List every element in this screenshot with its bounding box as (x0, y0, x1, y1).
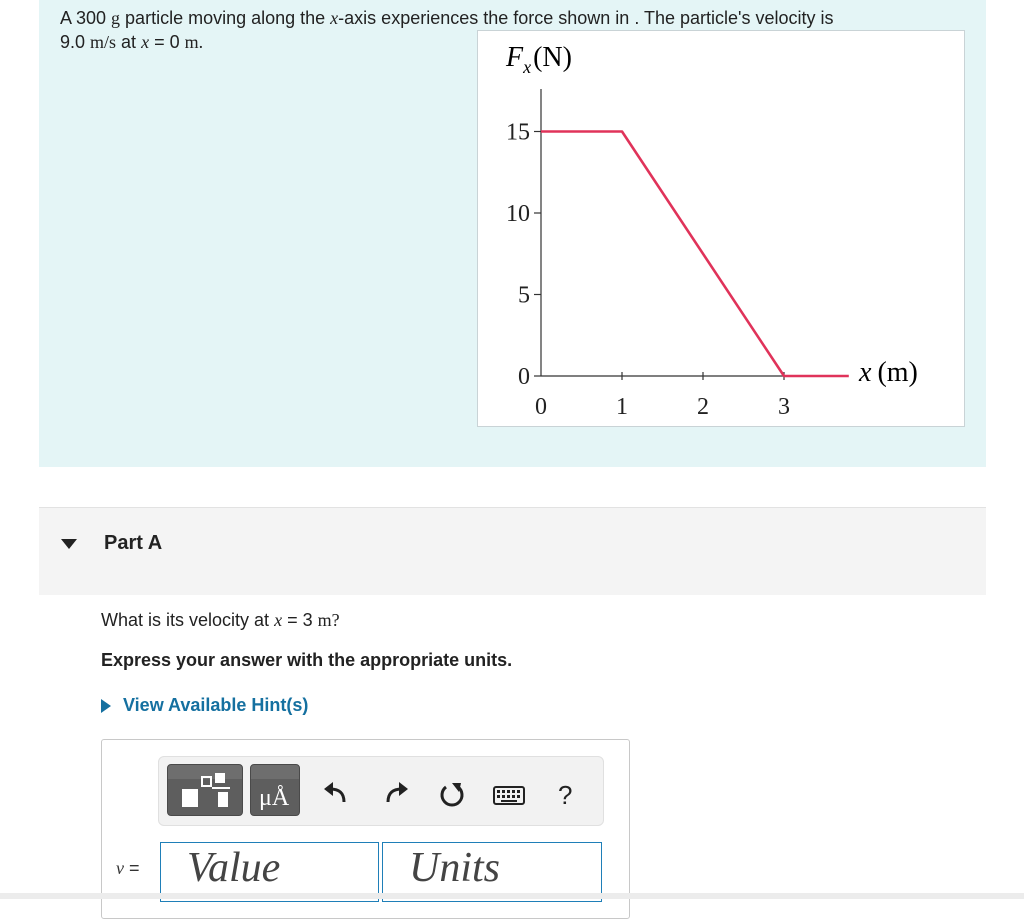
redo-icon[interactable] (382, 780, 410, 808)
units-placeholder: Units (409, 845, 501, 891)
problem-text-d: 9.0 (60, 32, 91, 52)
expand-caret-icon (101, 699, 111, 713)
force-series-line (541, 132, 849, 377)
bottom-scroll-edge (0, 893, 1024, 899)
part-a-header[interactable] (39, 507, 986, 595)
view-hints-label: View Available Hint(s) (123, 695, 309, 715)
y-axis-label: $F_x(N)$ (506, 42, 572, 77)
unit-grams: g (111, 8, 121, 28)
y-tick-label: 0 (518, 364, 530, 390)
help-button[interactable]: ? (558, 780, 573, 810)
problem-text-a: A 300 (60, 8, 112, 28)
x-axis-label: x (m) (859, 357, 918, 388)
problem-text-c: -axis experiences the force shown in . The particle's velocity is (338, 8, 834, 28)
problem-text-e: at (116, 32, 142, 52)
reset-icon[interactable] (437, 780, 467, 810)
var-x-2: x (141, 32, 150, 52)
problem-text-f: = 0 (149, 32, 185, 52)
question-text-b: = 3 (282, 610, 318, 630)
force-graph-figure (477, 30, 965, 427)
keyboard-icon[interactable] (493, 785, 525, 807)
collapse-caret-icon[interactable] (61, 539, 77, 549)
templates-icon (168, 765, 242, 815)
answer-equals: = (124, 858, 140, 878)
value-placeholder: Value (187, 845, 281, 891)
view-hints-link[interactable] (101, 695, 308, 716)
question-unit: m? (317, 610, 340, 630)
x-tick-label: 2 (697, 394, 709, 420)
force-graph (478, 31, 966, 428)
units-button-label: μÅ (259, 785, 290, 811)
x-tick-label: 3 (778, 394, 790, 420)
var-x: x (330, 8, 339, 28)
y-tick-label: 15 (506, 119, 530, 146)
question-text (101, 610, 340, 631)
x-tick-label: 0 (535, 394, 547, 420)
templates-button[interactable] (167, 764, 243, 816)
part-title: Part A (104, 532, 163, 554)
answer-instruction: Express your answer with the appropriate units. (101, 650, 513, 670)
unit-mps: m/s (90, 32, 117, 52)
undo-icon[interactable] (322, 780, 350, 808)
answer-variable-label (116, 858, 140, 879)
units-button[interactable] (250, 764, 300, 816)
y-tick-label: 5 (518, 282, 530, 309)
x-tick-label: 1 (616, 394, 628, 420)
question-var-x: x (274, 610, 283, 630)
answer-var: v (116, 858, 124, 878)
unit-meters: m. (184, 32, 204, 52)
problem-text-b: particle moving along the (120, 8, 331, 28)
question-text-a: What is its velocity at (101, 610, 275, 630)
y-tick-label: 10 (506, 201, 530, 227)
